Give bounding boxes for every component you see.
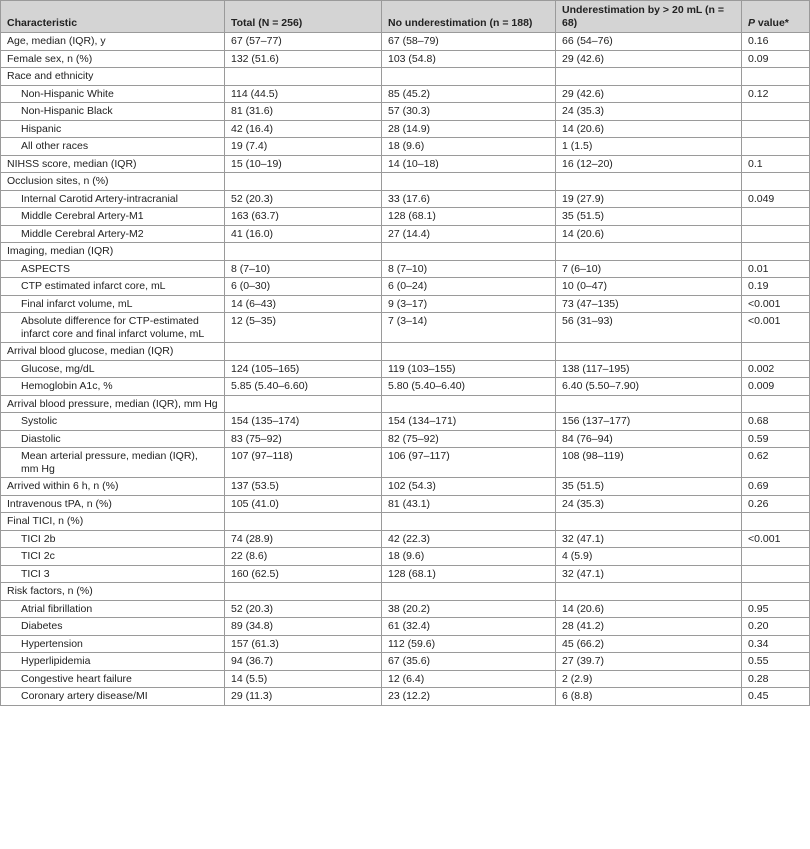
row-label: Diabetes xyxy=(1,618,225,636)
table-row xyxy=(1,313,810,343)
cell-no-underestimation: 8 (7–10) xyxy=(382,260,556,278)
table-row xyxy=(1,618,810,636)
cell-p-value xyxy=(742,138,810,156)
cell-p-value: 0.009 xyxy=(742,378,810,396)
section-row xyxy=(1,343,810,361)
header-p-value xyxy=(742,1,810,33)
empty-cell xyxy=(225,243,382,261)
cell-p-value: <0.001 xyxy=(742,295,810,313)
cell-underestimation: 1 (1.5) xyxy=(556,138,742,156)
table-row xyxy=(1,378,810,396)
row-label: All other races xyxy=(1,138,225,156)
row-label: Atrial fibrillation xyxy=(1,600,225,618)
row-label: TICI 2c xyxy=(1,548,225,566)
row-label: NIHSS score, median (IQR) xyxy=(1,155,225,173)
header-p-rest: value* xyxy=(755,16,789,29)
row-label: Congestive heart failure xyxy=(1,670,225,688)
table-row xyxy=(1,530,810,548)
cell-underestimation: 27 (39.7) xyxy=(556,653,742,671)
cell-total: 8 (7–10) xyxy=(225,260,382,278)
empty-cell xyxy=(556,395,742,413)
cell-p-value: 0.95 xyxy=(742,600,810,618)
empty-cell xyxy=(556,583,742,601)
cell-p-value: 0.62 xyxy=(742,448,810,478)
table-row xyxy=(1,85,810,103)
cell-no-underestimation: 103 (54.8) xyxy=(382,50,556,68)
cell-p-value: 0.26 xyxy=(742,495,810,513)
cell-p-value: 0.55 xyxy=(742,653,810,671)
cell-p-value xyxy=(742,120,810,138)
empty-cell xyxy=(556,343,742,361)
table-row xyxy=(1,278,810,296)
cell-p-value: 0.09 xyxy=(742,50,810,68)
cell-underestimation: 4 (5.9) xyxy=(556,548,742,566)
empty-cell xyxy=(556,243,742,261)
cell-underestimation: 16 (12–20) xyxy=(556,155,742,173)
cell-total: 89 (34.8) xyxy=(225,618,382,636)
empty-cell xyxy=(556,173,742,191)
empty-cell xyxy=(382,173,556,191)
cell-p-value: 0.049 xyxy=(742,190,810,208)
empty-cell xyxy=(742,68,810,86)
section-label: Imaging, median (IQR) xyxy=(1,243,225,261)
cell-no-underestimation: 27 (14.4) xyxy=(382,225,556,243)
cell-underestimation: 14 (20.6) xyxy=(556,120,742,138)
table-row xyxy=(1,103,810,121)
header-total: Total (N = 256) xyxy=(225,1,382,33)
cell-p-value xyxy=(742,225,810,243)
cell-p-value: <0.001 xyxy=(742,313,810,343)
cell-underestimation: 7 (6–10) xyxy=(556,260,742,278)
row-label: Hemoglobin A1c, % xyxy=(1,378,225,396)
row-label: Internal Carotid Artery-intracranial xyxy=(1,190,225,208)
cell-total: 154 (135–174) xyxy=(225,413,382,431)
table-row xyxy=(1,208,810,226)
cell-total: 105 (41.0) xyxy=(225,495,382,513)
cell-p-value: 0.1 xyxy=(742,155,810,173)
cell-p-value xyxy=(742,548,810,566)
cell-underestimation: 2 (2.9) xyxy=(556,670,742,688)
cell-no-underestimation: 82 (75–92) xyxy=(382,430,556,448)
row-label: Hyperlipidemia xyxy=(1,653,225,671)
table-row xyxy=(1,430,810,448)
cell-total: 74 (28.9) xyxy=(225,530,382,548)
empty-cell xyxy=(382,243,556,261)
cell-total: 12 (5–35) xyxy=(225,313,382,343)
cell-total: 157 (61.3) xyxy=(225,635,382,653)
cell-underestimation: 35 (51.5) xyxy=(556,208,742,226)
empty-cell xyxy=(742,583,810,601)
cell-total: 160 (62.5) xyxy=(225,565,382,583)
cell-total: 52 (20.3) xyxy=(225,190,382,208)
table-row xyxy=(1,360,810,378)
table-row xyxy=(1,548,810,566)
row-label: Non-Hispanic White xyxy=(1,85,225,103)
section-row xyxy=(1,583,810,601)
cell-no-underestimation: 9 (3–17) xyxy=(382,295,556,313)
row-label: Hispanic xyxy=(1,120,225,138)
cell-no-underestimation: 18 (9.6) xyxy=(382,138,556,156)
cell-underestimation: 28 (41.2) xyxy=(556,618,742,636)
row-label: Absolute difference for CTP-estimated infarct core and final infarct volume, mL xyxy=(1,313,225,343)
cell-p-value: 0.69 xyxy=(742,478,810,496)
cell-p-value: 0.34 xyxy=(742,635,810,653)
cell-no-underestimation: 42 (22.3) xyxy=(382,530,556,548)
table-row xyxy=(1,50,810,68)
table-row xyxy=(1,600,810,618)
cell-underestimation: 45 (66.2) xyxy=(556,635,742,653)
row-label: TICI 2b xyxy=(1,530,225,548)
section-row xyxy=(1,513,810,531)
cell-no-underestimation: 106 (97–117) xyxy=(382,448,556,478)
cell-total: 15 (10–19) xyxy=(225,155,382,173)
cell-total: 137 (53.5) xyxy=(225,478,382,496)
cell-no-underestimation: 14 (10–18) xyxy=(382,155,556,173)
cell-p-value xyxy=(742,208,810,226)
cell-underestimation: 108 (98–119) xyxy=(556,448,742,478)
cell-p-value: 0.28 xyxy=(742,670,810,688)
cell-p-value: 0.45 xyxy=(742,688,810,706)
table-row xyxy=(1,413,810,431)
row-label: Arrived within 6 h, n (%) xyxy=(1,478,225,496)
table-row xyxy=(1,225,810,243)
cell-underestimation: 32 (47.1) xyxy=(556,530,742,548)
table-row xyxy=(1,155,810,173)
cell-no-underestimation: 12 (6.4) xyxy=(382,670,556,688)
row-label: ASPECTS xyxy=(1,260,225,278)
row-label: Intravenous tPA, n (%) xyxy=(1,495,225,513)
section-row xyxy=(1,173,810,191)
header-no-underestimation: No underestimation (n = 188) xyxy=(382,1,556,33)
cell-total: 94 (36.7) xyxy=(225,653,382,671)
row-label: Systolic xyxy=(1,413,225,431)
cell-p-value xyxy=(742,565,810,583)
cell-total: 29 (11.3) xyxy=(225,688,382,706)
empty-cell xyxy=(556,513,742,531)
section-row xyxy=(1,395,810,413)
cell-total: 83 (75–92) xyxy=(225,430,382,448)
row-label: Mean arterial pressure, median (IQR), mm Hg xyxy=(1,448,225,478)
section-label: Final TICI, n (%) xyxy=(1,513,225,531)
cell-underestimation: 29 (42.6) xyxy=(556,85,742,103)
cell-p-value: 0.68 xyxy=(742,413,810,431)
cell-no-underestimation: 28 (14.9) xyxy=(382,120,556,138)
cell-p-value: 0.19 xyxy=(742,278,810,296)
cell-p-value: 0.20 xyxy=(742,618,810,636)
table-row xyxy=(1,190,810,208)
row-label: Glucose, mg/dL xyxy=(1,360,225,378)
table-row xyxy=(1,260,810,278)
cell-p-value: 0.002 xyxy=(742,360,810,378)
table-row xyxy=(1,653,810,671)
cell-total: 81 (31.6) xyxy=(225,103,382,121)
empty-cell xyxy=(225,343,382,361)
table-row xyxy=(1,635,810,653)
row-label: Non-Hispanic Black xyxy=(1,103,225,121)
cell-no-underestimation: 23 (12.2) xyxy=(382,688,556,706)
row-label: Female sex, n (%) xyxy=(1,50,225,68)
section-label: Arrival blood pressure, median (IQR), mm Hg xyxy=(1,395,225,413)
cell-underestimation: 73 (47–135) xyxy=(556,295,742,313)
table-row xyxy=(1,138,810,156)
empty-cell xyxy=(556,68,742,86)
empty-cell xyxy=(742,243,810,261)
cell-total: 132 (51.6) xyxy=(225,50,382,68)
cell-total: 107 (97–118) xyxy=(225,448,382,478)
cell-underestimation: 84 (76–94) xyxy=(556,430,742,448)
empty-cell xyxy=(742,343,810,361)
cell-underestimation: 19 (27.9) xyxy=(556,190,742,208)
row-label: TICI 3 xyxy=(1,565,225,583)
cell-no-underestimation: 85 (45.2) xyxy=(382,85,556,103)
cell-underestimation: 32 (47.1) xyxy=(556,565,742,583)
empty-cell xyxy=(225,395,382,413)
cell-no-underestimation: 5.80 (5.40–6.40) xyxy=(382,378,556,396)
empty-cell xyxy=(742,395,810,413)
header-p-italic: P xyxy=(748,16,756,29)
cell-total: 52 (20.3) xyxy=(225,600,382,618)
cell-underestimation: 35 (51.5) xyxy=(556,478,742,496)
row-label: Coronary artery disease/MI xyxy=(1,688,225,706)
empty-cell xyxy=(382,513,556,531)
cell-no-underestimation: 102 (54.3) xyxy=(382,478,556,496)
cell-p-value: <0.001 xyxy=(742,530,810,548)
table-row xyxy=(1,495,810,513)
cell-underestimation: 29 (42.6) xyxy=(556,50,742,68)
cell-no-underestimation: 57 (30.3) xyxy=(382,103,556,121)
table-row xyxy=(1,33,810,51)
cell-no-underestimation: 154 (134–171) xyxy=(382,413,556,431)
cell-no-underestimation: 33 (17.6) xyxy=(382,190,556,208)
cell-no-underestimation: 18 (9.6) xyxy=(382,548,556,566)
cell-no-underestimation: 128 (68.1) xyxy=(382,565,556,583)
table-row xyxy=(1,120,810,138)
cell-total: 41 (16.0) xyxy=(225,225,382,243)
section-row xyxy=(1,68,810,86)
cell-underestimation: 24 (35.3) xyxy=(556,495,742,513)
table-row xyxy=(1,295,810,313)
table-row xyxy=(1,478,810,496)
cell-no-underestimation: 67 (35.6) xyxy=(382,653,556,671)
row-label: CTP estimated infarct core, mL xyxy=(1,278,225,296)
cell-underestimation: 24 (35.3) xyxy=(556,103,742,121)
header-underestimation: Underestimation by > 20 mL (n = 68) xyxy=(556,1,742,33)
section-label: Race and ethnicity xyxy=(1,68,225,86)
cell-total: 14 (6–43) xyxy=(225,295,382,313)
empty-cell xyxy=(742,513,810,531)
empty-cell xyxy=(382,343,556,361)
header-row xyxy=(1,1,810,33)
cell-no-underestimation: 119 (103–155) xyxy=(382,360,556,378)
empty-cell xyxy=(382,68,556,86)
empty-cell xyxy=(225,583,382,601)
row-label: Age, median (IQR), y xyxy=(1,33,225,51)
cell-total: 5.85 (5.40–6.60) xyxy=(225,378,382,396)
cell-p-value xyxy=(742,103,810,121)
section-label: Occlusion sites, n (%) xyxy=(1,173,225,191)
cell-no-underestimation: 38 (20.2) xyxy=(382,600,556,618)
empty-cell xyxy=(225,173,382,191)
header-characteristic: Characteristic xyxy=(1,1,225,33)
row-label: Hypertension xyxy=(1,635,225,653)
table-row xyxy=(1,565,810,583)
empty-cell xyxy=(382,395,556,413)
cell-total: 163 (63.7) xyxy=(225,208,382,226)
row-label: Diastolic xyxy=(1,430,225,448)
empty-cell xyxy=(225,513,382,531)
cell-underestimation: 138 (117–195) xyxy=(556,360,742,378)
cell-underestimation: 6 (8.8) xyxy=(556,688,742,706)
cell-underestimation: 66 (54–76) xyxy=(556,33,742,51)
cell-no-underestimation: 128 (68.1) xyxy=(382,208,556,226)
table-row xyxy=(1,688,810,706)
cell-total: 114 (44.5) xyxy=(225,85,382,103)
section-row xyxy=(1,243,810,261)
empty-cell xyxy=(742,173,810,191)
cell-no-underestimation: 61 (32.4) xyxy=(382,618,556,636)
cell-underestimation: 56 (31–93) xyxy=(556,313,742,343)
cell-underestimation: 14 (20.6) xyxy=(556,225,742,243)
cell-underestimation: 14 (20.6) xyxy=(556,600,742,618)
section-label: Risk factors, n (%) xyxy=(1,583,225,601)
cell-no-underestimation: 81 (43.1) xyxy=(382,495,556,513)
row-label: Middle Cerebral Artery-M2 xyxy=(1,225,225,243)
cell-total: 22 (8.6) xyxy=(225,548,382,566)
cell-p-value: 0.01 xyxy=(742,260,810,278)
cell-no-underestimation: 7 (3–14) xyxy=(382,313,556,343)
cell-total: 67 (57–77) xyxy=(225,33,382,51)
cell-total: 19 (7.4) xyxy=(225,138,382,156)
cell-p-value: 0.59 xyxy=(742,430,810,448)
cell-no-underestimation: 67 (58–79) xyxy=(382,33,556,51)
cell-underestimation: 156 (137–177) xyxy=(556,413,742,431)
cell-total: 124 (105–165) xyxy=(225,360,382,378)
cell-underestimation: 6.40 (5.50–7.90) xyxy=(556,378,742,396)
cell-p-value: 0.16 xyxy=(742,33,810,51)
cell-total: 42 (16.4) xyxy=(225,120,382,138)
row-label: Final infarct volume, mL xyxy=(1,295,225,313)
cell-total: 6 (0–30) xyxy=(225,278,382,296)
cell-no-underestimation: 6 (0–24) xyxy=(382,278,556,296)
cell-p-value: 0.12 xyxy=(742,85,810,103)
section-label: Arrival blood glucose, median (IQR) xyxy=(1,343,225,361)
row-label: Middle Cerebral Artery-M1 xyxy=(1,208,225,226)
table-body xyxy=(1,33,810,706)
table-row xyxy=(1,448,810,478)
cell-no-underestimation: 112 (59.6) xyxy=(382,635,556,653)
cell-total: 14 (5.5) xyxy=(225,670,382,688)
cell-underestimation: 10 (0–47) xyxy=(556,278,742,296)
empty-cell xyxy=(225,68,382,86)
table-row xyxy=(1,670,810,688)
empty-cell xyxy=(382,583,556,601)
